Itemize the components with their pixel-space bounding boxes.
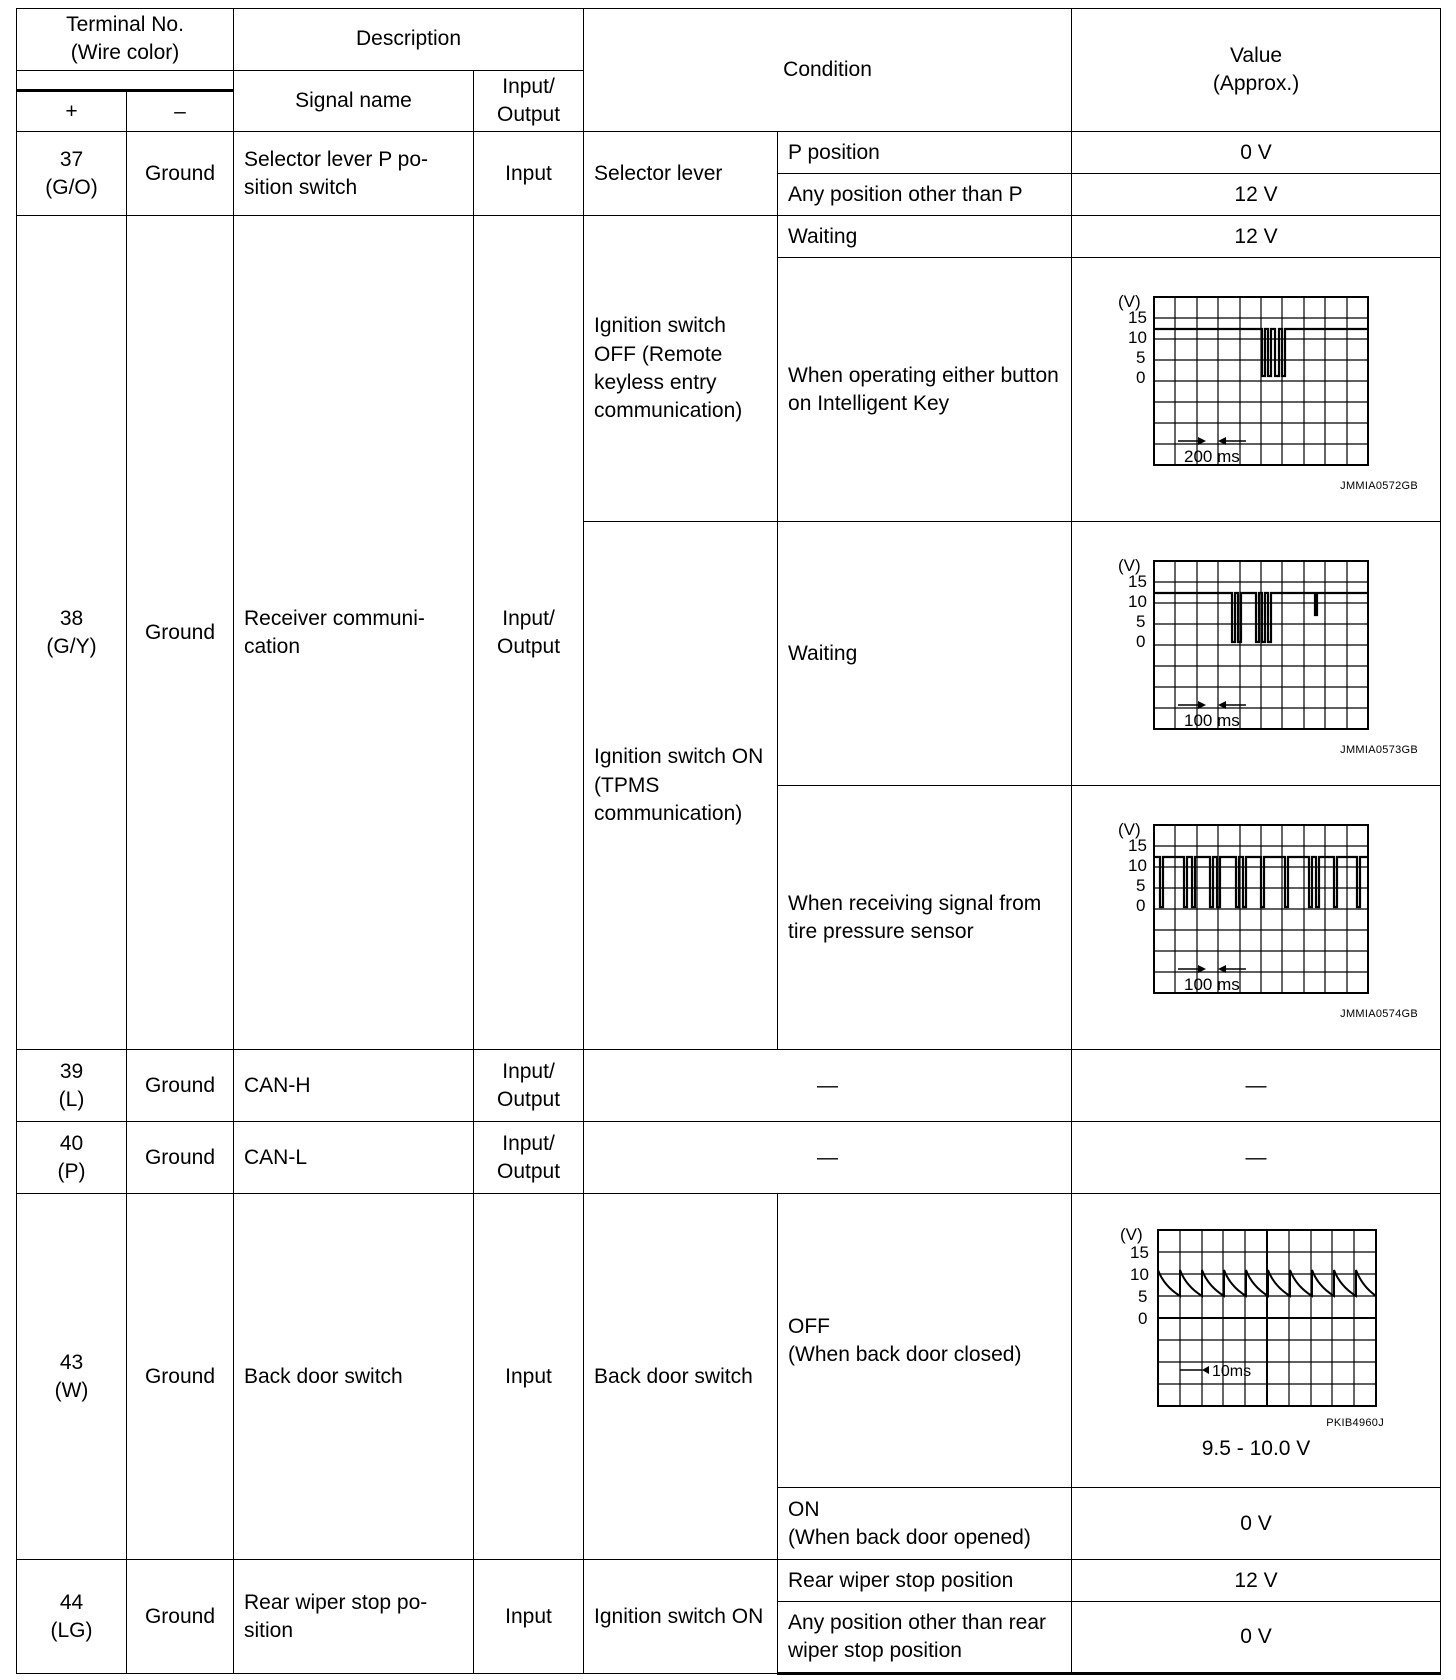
ground-44: Ground xyxy=(127,1560,234,1674)
wave2-tick-5: 5 xyxy=(1136,612,1146,632)
ground-43: Ground xyxy=(127,1194,234,1560)
wave1-tick-5: 5 xyxy=(1136,348,1146,368)
wave1-grid xyxy=(1154,297,1368,465)
table-row-38a xyxy=(17,216,1441,258)
wave3-signal xyxy=(1154,857,1368,907)
terminal-spec-table xyxy=(16,8,1441,1675)
waveform-4 xyxy=(1094,1224,1418,1463)
value-43-off xyxy=(1072,1194,1441,1488)
terminal-37: 37 (G/O) xyxy=(17,132,127,216)
wave2-ylabel: (V) xyxy=(1118,556,1141,576)
signal-39: CAN-H xyxy=(234,1050,474,1122)
oscilloscope-waveform-2 xyxy=(1094,555,1418,741)
wave2-tick-15: 15 xyxy=(1128,572,1147,592)
terminal-38: 38 (G/Y) xyxy=(17,216,127,1050)
io-44: Input xyxy=(474,1560,584,1674)
value-39: — xyxy=(1072,1050,1441,1122)
value-38-waiting-off: 12 V xyxy=(1072,216,1441,258)
header-condition: Condition xyxy=(584,9,1072,132)
signal-37: Selector lever P po- sition switch xyxy=(234,132,474,216)
wave3-tick-0: 0 xyxy=(1136,896,1146,916)
ground-38: Ground xyxy=(127,216,234,1050)
wave4-code: PKIB4960J xyxy=(1326,1417,1385,1430)
signal-44: Rear wiper stop po- sition xyxy=(234,1560,474,1674)
sub-44-other: Any position other than rear wiper stop position xyxy=(778,1602,1072,1674)
wave1-code: JMMIA0572GB xyxy=(1340,480,1419,493)
header-terminal-no: Terminal No. (Wire color) xyxy=(17,9,234,71)
terminal-40: 40 (P) xyxy=(17,1122,127,1194)
wave3-grid xyxy=(1154,825,1368,993)
header-plus: + xyxy=(17,91,127,132)
wave1-timebase: 200 ms xyxy=(1184,447,1240,467)
table-row-37a xyxy=(17,132,1441,174)
wave4-tick-10: 10 xyxy=(1130,1265,1149,1285)
wave2-timebase: 100 ms xyxy=(1184,711,1240,731)
ground-40: Ground xyxy=(127,1122,234,1194)
io-37: Input xyxy=(474,132,584,216)
io-40: Input/ Output xyxy=(474,1122,584,1194)
value-38-waveform-2 xyxy=(1072,522,1441,786)
wave4-tick-0: 0 xyxy=(1138,1309,1148,1329)
wave3-tick-10: 10 xyxy=(1128,856,1147,876)
condition-40: — xyxy=(584,1122,1072,1194)
wave3-tick-5: 5 xyxy=(1136,876,1146,896)
ground-37: Ground xyxy=(127,132,234,216)
condition-38-off: Ignition switch OFF (Remote keyless entry communication) xyxy=(584,216,778,522)
header-description: Description xyxy=(234,9,584,71)
terminal-39: 39 (L) xyxy=(17,1050,127,1122)
wave3-timebase: 100 ms xyxy=(1184,975,1240,995)
condition-38-on: Ignition switch ON (TPMS communication) xyxy=(584,522,778,1050)
terminal-44: 44 (LG) xyxy=(17,1560,127,1674)
wave2-signal xyxy=(1154,593,1368,642)
sub-38-waiting-off: Waiting xyxy=(778,216,1072,258)
waveform-2 xyxy=(1094,555,1418,758)
sub-43-on: ON (When back door opened) xyxy=(778,1488,1072,1560)
terminal-43: 43 (W) xyxy=(17,1194,127,1560)
signal-38: Receiver communi- cation xyxy=(234,216,474,1050)
io-43: Input xyxy=(474,1194,584,1560)
wave2-code: JMMIA0573GB xyxy=(1340,744,1419,757)
sub-38-operating: When operating either button on Intelligent Key xyxy=(778,258,1072,522)
value-43-on: 0 V xyxy=(1072,1488,1441,1560)
header-row-1 xyxy=(17,9,1441,71)
wave1-signal xyxy=(1154,329,1368,376)
header-value: Value (Approx.) xyxy=(1072,9,1441,132)
value-38-waveform-3 xyxy=(1072,786,1441,1050)
wave4-tick-5: 5 xyxy=(1138,1287,1148,1307)
waveform-3 xyxy=(1094,819,1418,1022)
wave4-arrow xyxy=(1202,1366,1209,1374)
wave1-tick-0: 0 xyxy=(1136,368,1146,388)
condition-44: Ignition switch ON xyxy=(584,1560,778,1674)
value-37-other: 12 V xyxy=(1072,174,1441,216)
sub-38-receiving: When receiving signal from tire pressure sensor xyxy=(778,786,1072,1050)
table-row-43a xyxy=(17,1194,1441,1488)
wave4-timebase: 10ms xyxy=(1212,1363,1252,1381)
wave3-tick-15: 15 xyxy=(1128,836,1147,856)
condition-37: Selector lever xyxy=(584,132,778,216)
io-39: Input/ Output xyxy=(474,1050,584,1122)
signal-43: Back door switch xyxy=(234,1194,474,1560)
sub-38-waiting-on: Waiting xyxy=(778,522,1072,786)
value-44-other: 0 V xyxy=(1072,1602,1441,1674)
condition-39: — xyxy=(584,1050,1072,1122)
condition-43: Back door switch xyxy=(584,1194,778,1560)
table-row-40 xyxy=(17,1122,1441,1194)
wave1-tick-15: 15 xyxy=(1128,308,1147,328)
value-40: — xyxy=(1072,1122,1441,1194)
waveform-1 xyxy=(1094,291,1418,494)
wave1-ylabel: (V) xyxy=(1118,292,1141,312)
value-38-waveform-1 xyxy=(1072,258,1441,522)
header-signal-name: Signal name xyxy=(234,70,474,132)
signal-40: CAN-L xyxy=(234,1122,474,1194)
wave3-ylabel: (V) xyxy=(1118,820,1141,840)
wave2-grid xyxy=(1154,561,1368,729)
ground-39: Ground xyxy=(127,1050,234,1122)
header-minus: – xyxy=(127,91,234,132)
value-44-stop: 12 V xyxy=(1072,1560,1441,1602)
header-io: Input/ Output xyxy=(474,70,584,132)
wave3-code: JMMIA0574GB xyxy=(1340,1008,1419,1021)
table-row-44a xyxy=(17,1560,1441,1602)
wave1-tick-10: 10 xyxy=(1128,328,1147,348)
wave4-ylabel: (V) xyxy=(1120,1225,1143,1245)
wave2-tick-0: 0 xyxy=(1136,632,1146,652)
value-37-p: 0 V xyxy=(1072,132,1441,174)
wave2-tick-10: 10 xyxy=(1128,592,1147,612)
sub-44-stop: Rear wiper stop position xyxy=(778,1560,1072,1602)
wave4-tick-15: 15 xyxy=(1130,1243,1149,1263)
value-43-off-text: 9.5 - 10.0 V xyxy=(1201,1437,1311,1461)
sub-37-p: P position xyxy=(778,132,1072,174)
oscilloscope-waveform-1 xyxy=(1094,291,1418,477)
oscilloscope-waveform-3 xyxy=(1094,819,1418,1005)
sub-43-off: OFF (When back door closed) xyxy=(778,1194,1072,1488)
io-38: Input/ Output xyxy=(474,216,584,1050)
sub-37-other: Any position other than P xyxy=(778,174,1072,216)
oscilloscope-waveform-4 xyxy=(1094,1224,1418,1414)
table-row-39 xyxy=(17,1050,1441,1122)
wave4-grid xyxy=(1158,1230,1376,1406)
